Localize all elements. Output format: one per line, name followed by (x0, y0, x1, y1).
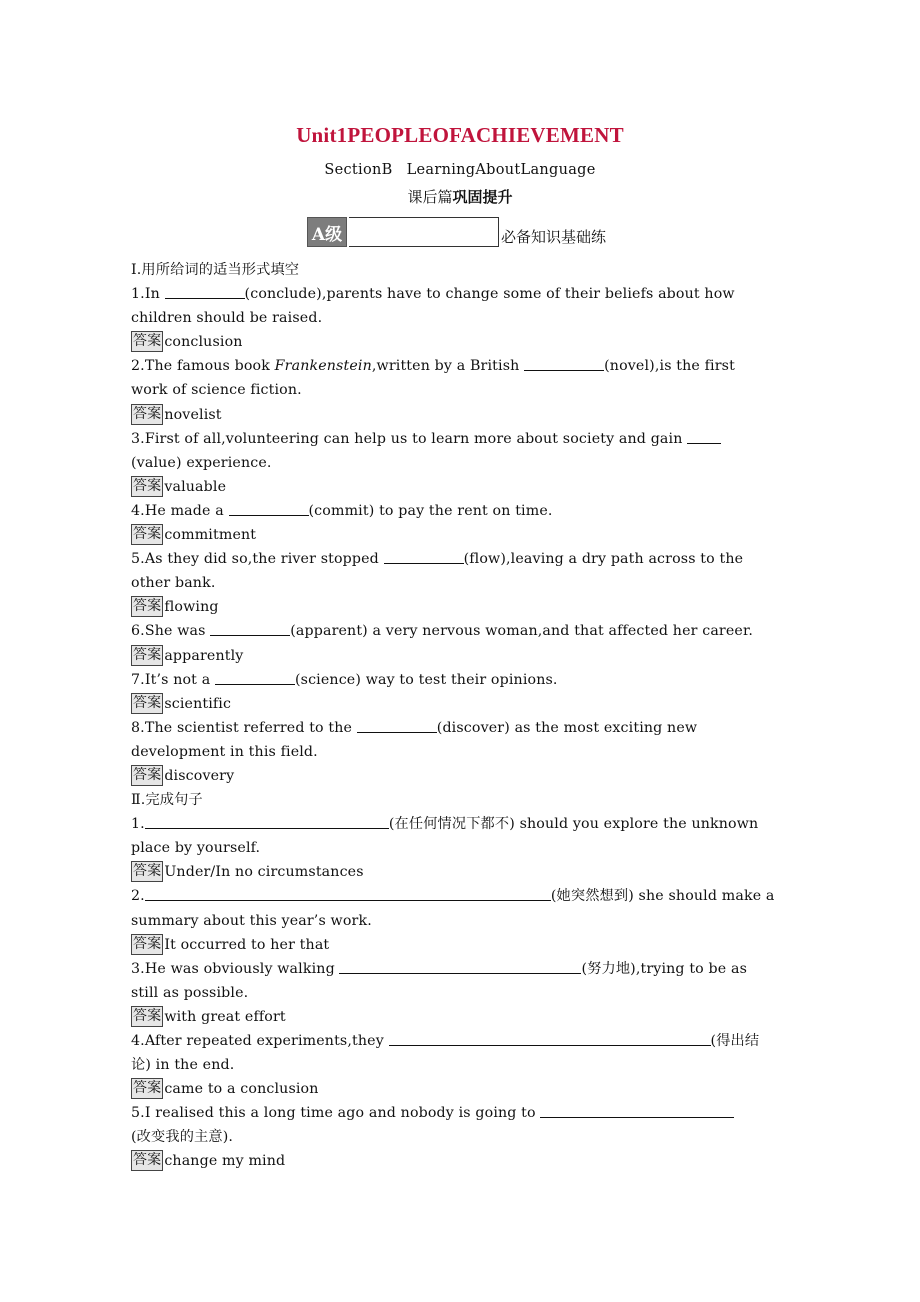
sentence-2: 2. (她突然想到) she should make a (131, 884, 791, 908)
question-3-cont: (value) experience. (131, 454, 272, 471)
question-6: 6.She was (apparent) a very nervous woman,and that affected her career. (131, 619, 791, 643)
sentence-4: 4.After repeated experiments,they (得出结 (131, 1029, 791, 1053)
sentence-1-cont: place by yourself. (131, 840, 261, 857)
question-1: 1.In (conclude),parents have to change some of their beliefs about how (131, 282, 791, 306)
answer-5: 答案 flowing (133, 598, 219, 616)
answer-7: 答案 scientific (133, 694, 232, 712)
section-label: SectionB (324, 162, 393, 178)
answer-3: 答案 valuable (133, 477, 227, 495)
sentence-1: 1. (在任何情况下都不) should you explore the unknown (131, 812, 791, 836)
answer-2: 答案 novelist (133, 405, 222, 423)
exercise-content (131, 258, 791, 1174)
answer-8: 答案 discovery (133, 766, 235, 784)
section-subtitle (0, 162, 920, 178)
answer-tag: 答案 (131, 476, 163, 497)
sentence-5: 5.I realised this a long time ago and nobody is going to (131, 1101, 791, 1125)
subtitle-bold: 巩固提升 (452, 188, 513, 206)
subtitle-prefix: 课后篇 (407, 188, 453, 206)
level-label: 必备知识基础练 (501, 228, 607, 246)
answer-blank[interactable] (687, 428, 721, 444)
sentence-answer-3: 答案 with great effort (133, 1007, 286, 1025)
question-1-cont: children should be raised. (131, 310, 323, 327)
question-5-cont: other bank. (131, 575, 216, 592)
question-8: 8.The scientist referred to the (discover) as the most exciting new (131, 716, 791, 740)
part1-heading: Ⅰ.用所给词的适当形式填空 (131, 262, 300, 278)
sentence-5-cont: (改变我的主意). (131, 1129, 234, 1146)
answer-blank[interactable] (210, 620, 290, 636)
sentence-4-cont: 论) in the end. (131, 1057, 235, 1074)
answer-blank[interactable] (384, 548, 464, 564)
question-2: 2.The famous book Frankenstein,written by a British (novel),is the first (131, 354, 791, 378)
answer-tag: 答案 (131, 645, 163, 666)
answer-tag: 答案 (131, 331, 163, 352)
answer-blank[interactable] (165, 283, 245, 299)
answer-4: 答案 commitment (133, 526, 257, 544)
answer-blank[interactable] (339, 958, 581, 974)
answer-blank[interactable] (145, 885, 551, 901)
answer-blank[interactable] (145, 813, 389, 829)
answer-tag: 答案 (131, 693, 163, 714)
question-8-cont: development in this field. (131, 743, 318, 760)
answer-blank[interactable] (524, 355, 604, 371)
question-7: 7.It’s not a (science) way to test their opinions. (131, 668, 791, 692)
part2-heading: Ⅱ.完成句子 (131, 792, 203, 809)
question-5: 5.As they did so,the river stopped (flow),leaving a dry path across to the (131, 547, 791, 571)
sentence-answer-5: 答案 change my mind (133, 1152, 286, 1170)
level-badge: A级 (307, 217, 347, 247)
answer-tag: 答案 (131, 765, 163, 786)
answer-blank[interactable] (229, 500, 309, 516)
question-4: 4.He made a (commit) to pay the rent on time. (131, 499, 791, 523)
sentence-3: 3.He was obviously walking (努力地),trying to be as (131, 957, 791, 981)
answer-tag: 答案 (131, 404, 163, 425)
answer-tag: 答案 (131, 524, 163, 545)
answer-blank[interactable] (389, 1030, 711, 1046)
question-2-cont: work of science fiction. (131, 382, 302, 399)
answer-tag: 答案 (131, 934, 163, 955)
level-header (307, 213, 606, 247)
answer-tag: 答案 (131, 1150, 163, 1171)
question-3: 3.First of all,volunteering can help us to learn more about society and gain (131, 427, 791, 451)
answer-blank[interactable] (540, 1102, 734, 1118)
sentence-answer-1: 答案 Under/In no circumstances (133, 863, 364, 881)
level-box (349, 217, 499, 247)
sentence-2-cont: summary about this year’s work. (131, 912, 372, 929)
sentence-answer-4: 答案 came to a conclusion (133, 1080, 319, 1098)
answer-blank[interactable] (215, 669, 295, 685)
unit-title: Unit1PEOPLEOFACHIEVEMENT (296, 123, 624, 147)
sentence-3-cont: still as possible. (131, 984, 249, 1001)
answer-6: 答案 apparently (133, 646, 244, 664)
answer-1: 答案 conclusion (133, 333, 243, 351)
answer-tag: 答案 (131, 596, 163, 617)
answer-tag: 答案 (131, 1006, 163, 1027)
section-topic: LearningAboutLanguage (406, 162, 596, 178)
answer-blank[interactable] (357, 717, 437, 733)
answer-tag: 答案 (131, 861, 163, 882)
sentence-answer-2: 答案 It occurred to her that (133, 935, 330, 953)
answer-tag: 答案 (131, 1078, 163, 1099)
practice-subtitle (0, 186, 920, 207)
